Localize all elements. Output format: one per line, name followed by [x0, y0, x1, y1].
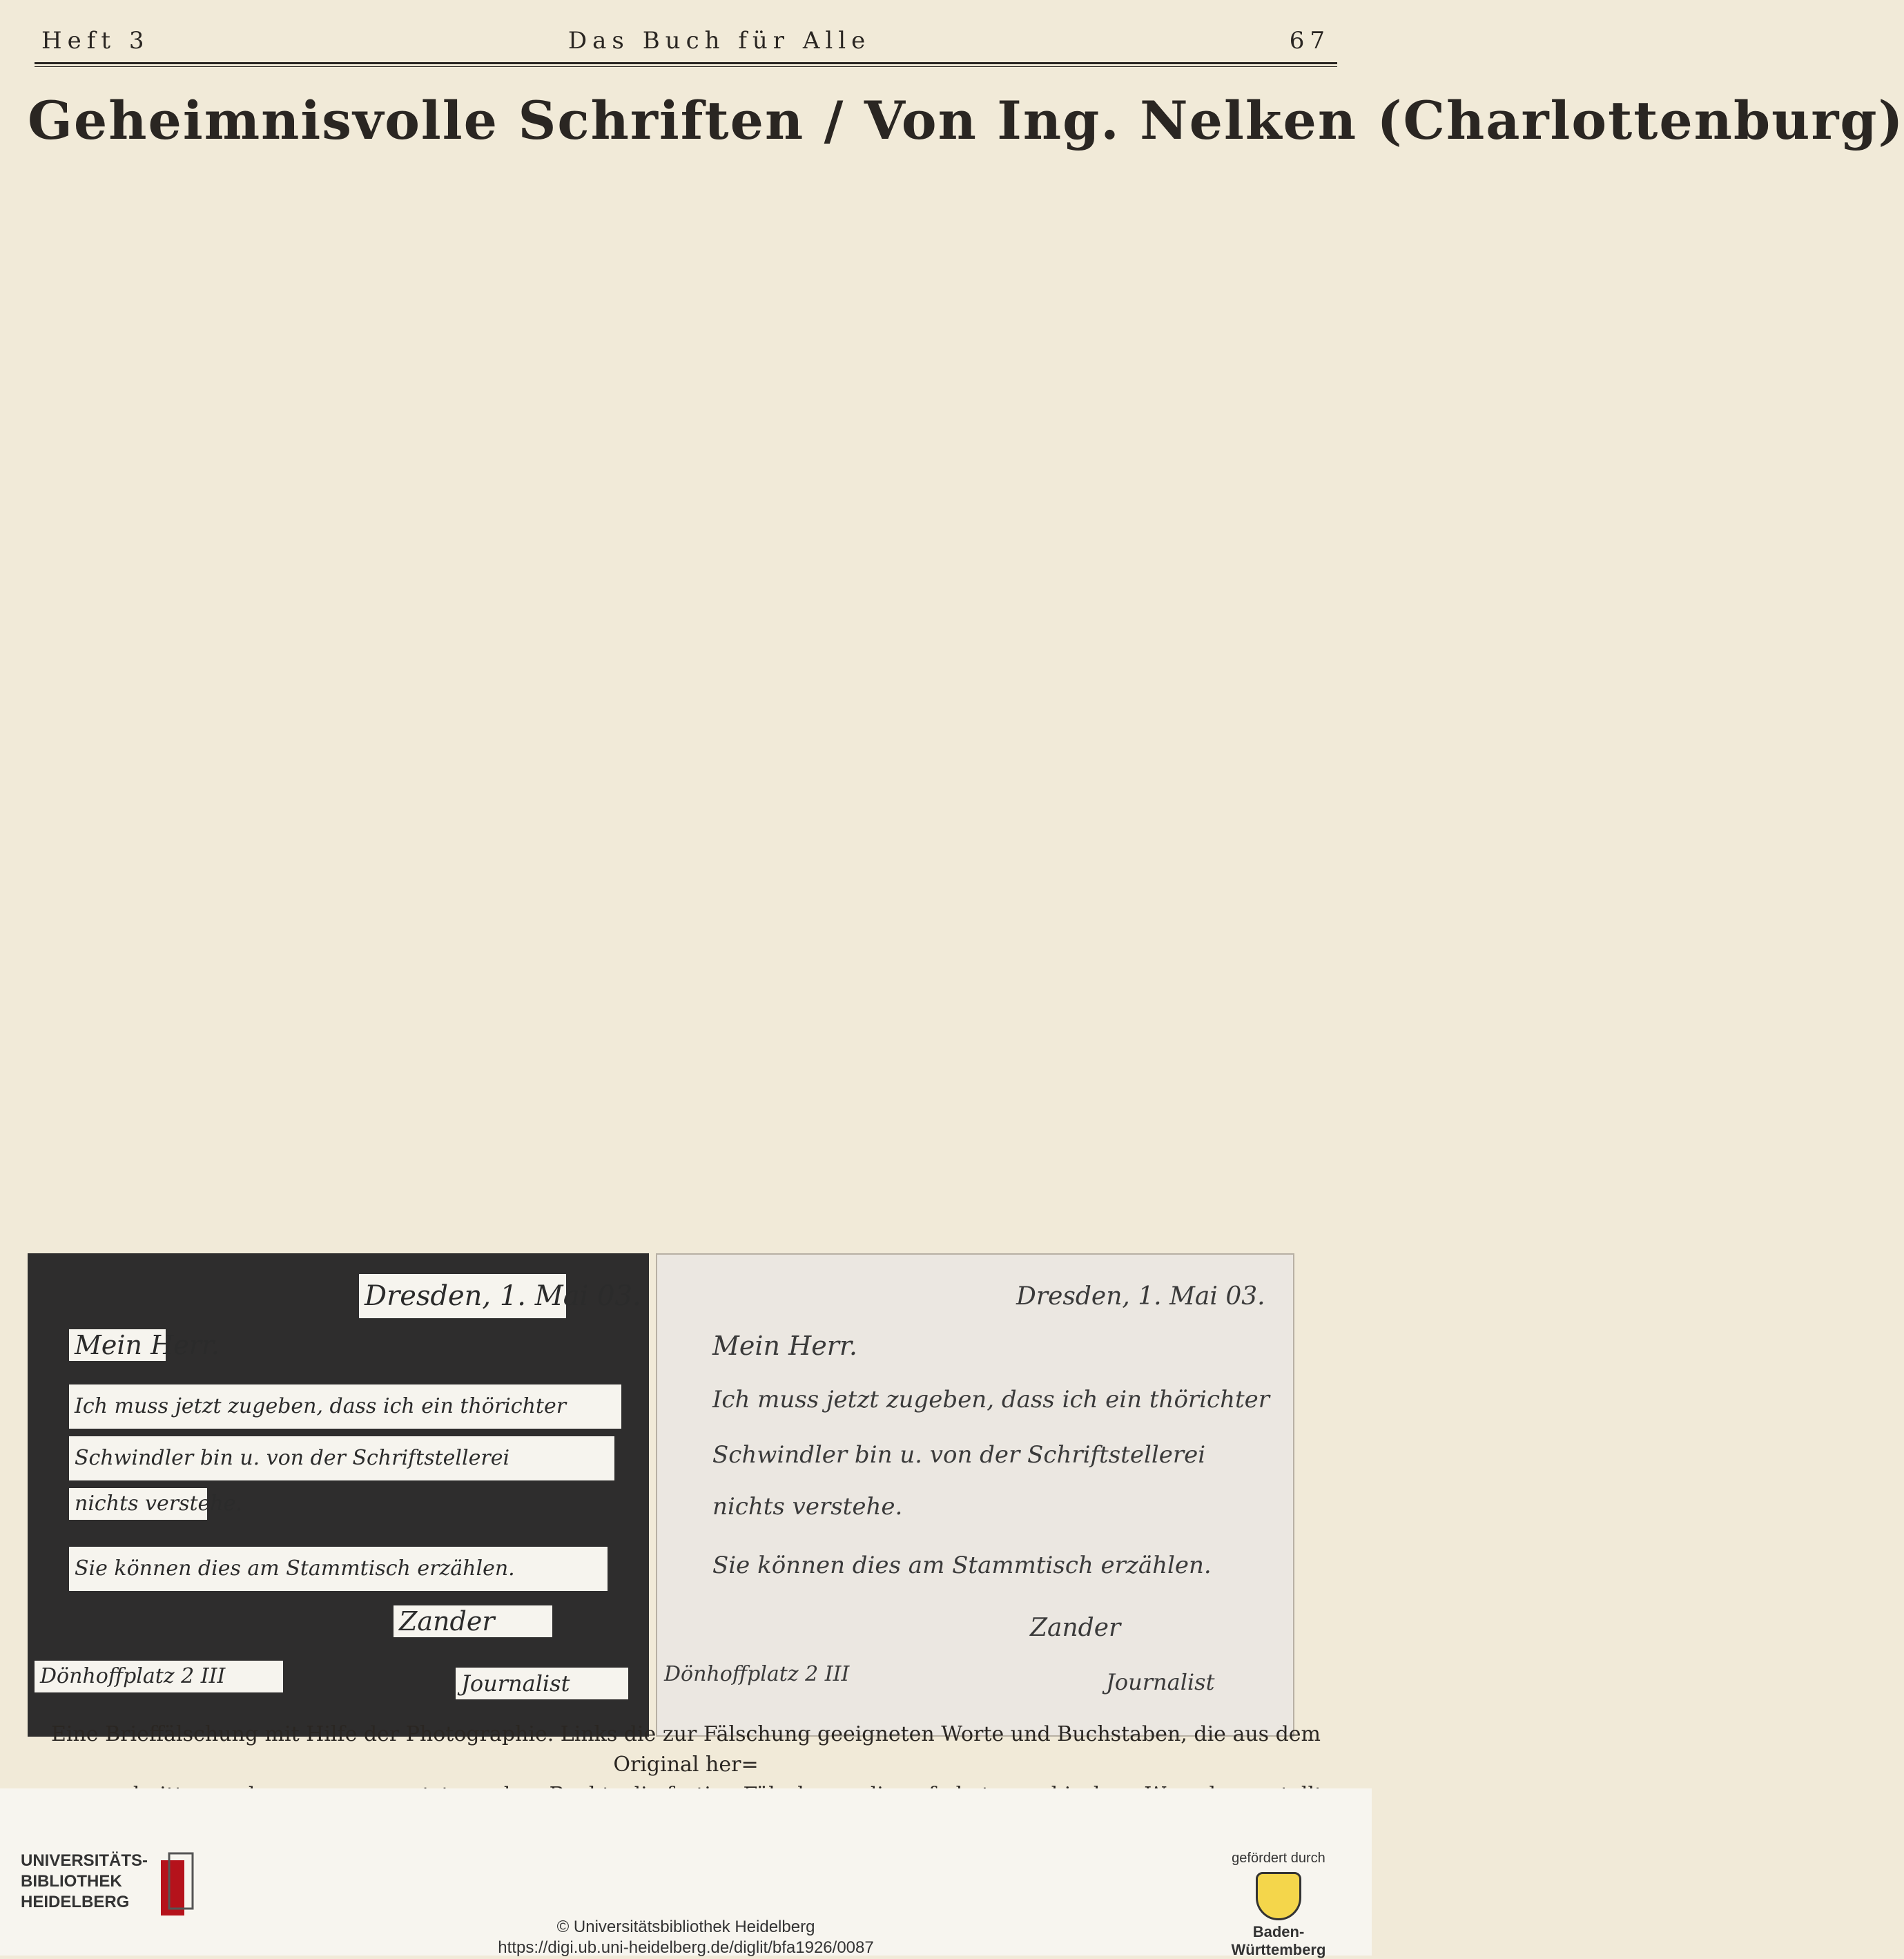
letter-line: Schwindler bin u. von der Schriftstellerei — [712, 1441, 1206, 1469]
article-title: Geheimnisvolle Schriften / Von Ing. Nelken (Charlottenburg) — [28, 90, 1904, 151]
sponsor-label: gefördert durch — [1232, 1851, 1325, 1866]
letter-line: Dönhoffplatz 2 III — [664, 1662, 850, 1686]
cut-word-slip: Zander — [394, 1605, 552, 1637]
copyright-notice — [0, 1917, 1372, 1958]
coat-of-arms-icon — [1256, 1872, 1301, 1920]
journal-name: Das Buch für Alle — [567, 27, 871, 55]
sponsor — [1206, 1851, 1351, 1958]
cut-word-slip: Mein Herr. — [69, 1329, 166, 1361]
text-column-right — [699, 169, 1332, 1239]
caption-line: Eine Brieffälschung mit Hilfe der Photographie. Links die zur Fälschung geeigneten Worte und Buchstaben, die aus dem Original her= — [50, 1722, 1321, 1777]
library-name: UNIVERSITÄTS- BIBLIOTHEK HEIDELBERG — [21, 1851, 148, 1911]
cut-word-slip: Journalist — [456, 1668, 628, 1699]
cut-word-slip: nichts verstehe. — [69, 1488, 207, 1520]
cut-word-slip: Dresden, 1. Mai 03. — [359, 1274, 566, 1318]
library-logo — [21, 1851, 221, 1927]
article-body — [40, 169, 1332, 1239]
permalink[interactable]: https://digi.ub.uni-heidelberg.de/diglit/bfa1926/0087 — [498, 1938, 874, 1957]
page-number: 67 — [1289, 27, 1330, 55]
figure-forged-letter — [656, 1253, 1294, 1737]
library-emblem-icon — [155, 1851, 197, 1920]
letter-line: Zander — [1030, 1614, 1121, 1642]
figure-cut-words — [28, 1253, 649, 1737]
figure-caption — [28, 1719, 1344, 1782]
cut-word-slip: Schwindler bin u. von der Schriftstellerei — [69, 1436, 614, 1480]
header-rule — [35, 62, 1337, 64]
issue-label: Heft 3 — [41, 27, 150, 55]
copyright-text: © Universitätsbibliothek Heidelberg — [556, 1918, 815, 1936]
sponsor-name: Baden-Württemberg — [1231, 1923, 1326, 1958]
letter-line: Sie können dies am Stammtisch erzählen. — [712, 1552, 1212, 1579]
letter-line: Journalist — [1106, 1669, 1215, 1695]
running-head — [41, 21, 1330, 61]
letter-line: Mein Herr. — [712, 1331, 857, 1361]
text-column-left — [40, 169, 674, 1239]
cut-word-slip: Sie können dies am Stammtisch erzählen. — [69, 1547, 608, 1591]
letter-line: Dresden, 1. Mai 03. — [1016, 1282, 1265, 1311]
cut-word-slip: Dönhoffplatz 2 III — [35, 1661, 283, 1692]
header-rule-thin — [35, 66, 1337, 67]
letter-line: Ich muss jetzt zugeben, dass ich ein thörichter — [712, 1386, 1270, 1413]
cut-word-slip: Ich muss jetzt zugeben, dass ich ein thörichter — [69, 1384, 621, 1429]
library-footer — [0, 1788, 1372, 1956]
letter-line: nichts verstehe. — [712, 1493, 903, 1521]
